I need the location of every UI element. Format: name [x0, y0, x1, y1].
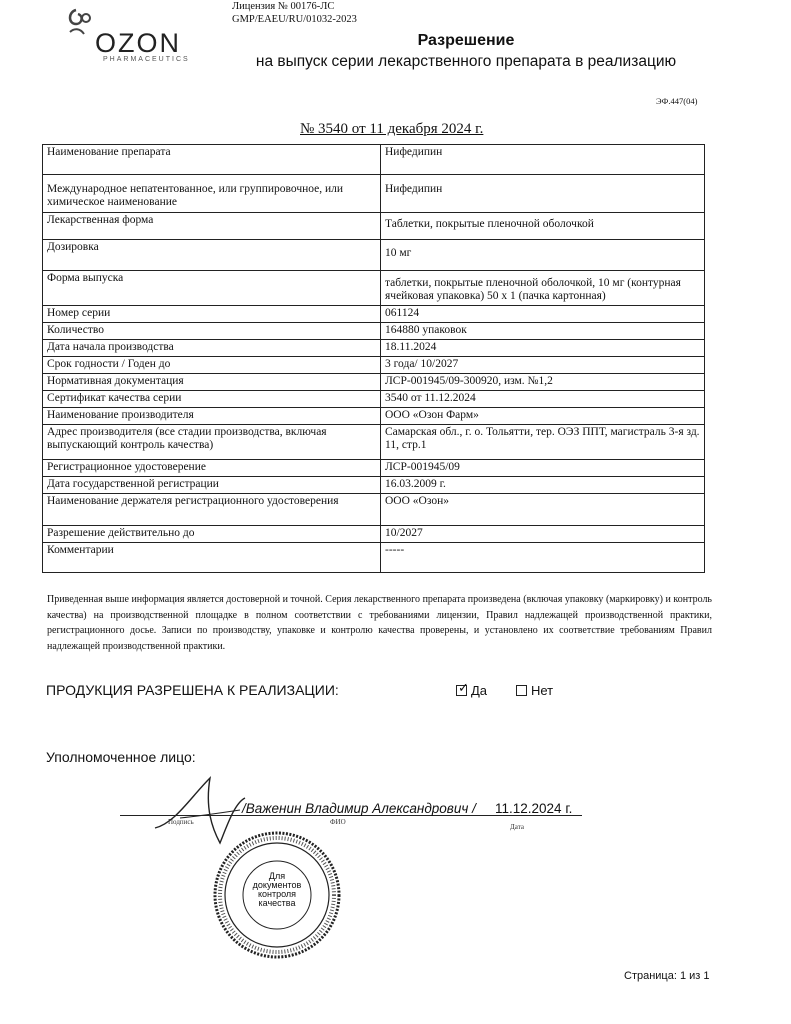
row-label: Дозировка: [43, 240, 381, 271]
table-row: [43, 526, 705, 543]
row-label: Наименование производителя: [43, 408, 381, 425]
row-label: Сертификат качества серии: [43, 391, 381, 408]
release-details-table: [42, 144, 705, 573]
row-value: ЛСР-001945/09-300920, изм. №1,2: [381, 374, 705, 391]
certification-notice: Приведенная выше информация является достоверной и точной. Серия лекарственного препарата произведена (включая упаковку (маркировку) и контроль качества) на производственной площадке в полном соответствии с требованиями лицензии, Правил надлежащей производственной практики, регистрационного досье. Записи по производству, упаковке и контролю качества проверены, и установлено их соответствие требованиям Правил надлежащей производственной практики.: [47, 594, 712, 652]
row-label: Номер серии: [43, 306, 381, 323]
form-code: ЭФ.447(04): [656, 96, 698, 106]
table-row: [43, 340, 705, 357]
row-value: 10 мг: [381, 240, 705, 271]
gmp-number: GMP/EAEU/RU/01032-2023: [232, 14, 357, 25]
caption-date: Дата: [510, 823, 524, 831]
release-yes-option[interactable]: [456, 680, 488, 698]
table-row: [43, 271, 705, 306]
table-row: [43, 494, 705, 526]
row-label: Адрес производителя (все стадии производства, включая выпускающий контроль качества): [43, 425, 381, 460]
checked-checkbox-icon[interactable]: ✓: [458, 680, 469, 695]
release-no-label: Нет: [531, 683, 554, 698]
row-value: 061124: [381, 306, 705, 323]
caption-signature: Подпись: [168, 818, 194, 826]
row-label: Комментарии: [43, 543, 381, 573]
row-value: 3540 от 11.12.2024: [381, 391, 705, 408]
table-row: [43, 374, 705, 391]
row-value: Самарская обл., г. о. Тольятти, тер. ОЭЗ ППТ, магистраль 3-я зд. 11, стр.1: [381, 425, 705, 460]
table-row: [43, 323, 705, 340]
table-row: [43, 477, 705, 494]
document-title: Разрешение: [417, 32, 515, 49]
row-label: Регистрационное удостоверение: [43, 460, 381, 477]
unchecked-checkbox-icon[interactable]: [516, 685, 527, 696]
row-value: ООО «Озон Фарм»: [381, 408, 705, 425]
signature-date: 11.12.2024 г.: [495, 801, 573, 816]
table-row: [43, 425, 705, 460]
row-value: ООО «Озон»: [381, 494, 705, 526]
row-label: Дата государственной регистрации: [43, 477, 381, 494]
logo-text: OZON: [95, 28, 181, 58]
row-value: таблетки, покрытые пленочной оболочкой, 10 мг (контурная ячейковая упаковка) 50 х 1 (пачка картонная): [381, 271, 705, 306]
page-number: Страница: 1 из 1: [624, 970, 710, 982]
table-row: [43, 460, 705, 477]
row-value: 10/2027: [381, 526, 705, 543]
row-value: 18.11.2024: [381, 340, 705, 357]
table-row: [43, 306, 705, 323]
row-value: -----: [381, 543, 705, 573]
row-value: 164880 упаковок: [381, 323, 705, 340]
caption-name: ФИО: [330, 818, 346, 826]
row-value: Нифедипин: [381, 145, 705, 175]
authorized-person-name: /Важенин Владимир Александрович /: [242, 801, 476, 816]
table-row: [43, 357, 705, 374]
row-label: Срок годности / Годен до: [43, 357, 381, 374]
row-value: Нифедипин: [381, 175, 705, 213]
document-subtitle: на выпуск серии лекарственного препарата в реализацию: [255, 53, 677, 70]
table-row: [43, 145, 705, 175]
table-row: [43, 391, 705, 408]
license-number: Лицензия № 00176-ЛС: [232, 1, 335, 12]
table-row: [43, 240, 705, 271]
row-label: Количество: [43, 323, 381, 340]
table-row: [43, 175, 705, 213]
release-label: ПРОДУКЦИЯ РАЗРЕШЕНА К РЕАЛИЗАЦИИ:: [46, 682, 339, 698]
row-label: Дата начала производства: [43, 340, 381, 357]
table-row: [43, 408, 705, 425]
row-value: Таблетки, покрытые пленочной оболочкой: [381, 213, 705, 240]
row-label: Разрешение действительно до: [43, 526, 381, 543]
release-no-option[interactable]: [516, 683, 553, 698]
table-row: [43, 213, 705, 240]
logo-subtitle: PHARMACEUTICS: [103, 56, 190, 63]
row-label: Международное непатентованное, или группировочное, или химическое наименование: [43, 175, 381, 213]
row-label: Лекарственная форма: [43, 213, 381, 240]
row-value: 3 года/ 10/2027: [381, 357, 705, 374]
row-label: Наименование держателя регистрационного удостоверения: [43, 494, 381, 526]
row-label: Наименование препарата: [43, 145, 381, 175]
row-value: 16.03.2009 г.: [381, 477, 705, 494]
row-label: Форма выпуска: [43, 271, 381, 306]
row-value: ЛСР-001945/09: [381, 460, 705, 477]
authorized-person-label: Уполномоченное лицо:: [46, 749, 196, 765]
release-yes-label: Да: [471, 683, 488, 698]
ozon-logo-icon: [62, 6, 98, 42]
row-label: Нормативная документация: [43, 374, 381, 391]
stamp-text: Для документов контроля качества: [252, 871, 302, 908]
document-number: № 3540 от 11 декабря 2024 г.: [300, 121, 484, 137]
table-row: [43, 543, 705, 573]
